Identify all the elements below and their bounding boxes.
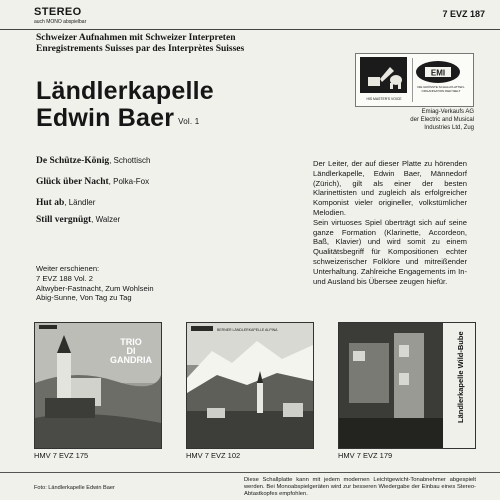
- photo-credit: Foto: Ländlerkapelle Edwin Baer: [34, 485, 115, 491]
- liner-paragraph: Der Leiter, der auf dieser Platte zu hörenden Ländlerkapelle, Edwin Baer, Männedorf (Zürich), gilt als einer der besten Klarinettisten und zugleich als erfolgreicher Komponist vieler origineller, volkstümlicher Melodien.: [313, 159, 467, 217]
- liner-paragraph: Sein virtuoses Spiel überträgt sich auf seine ganze Formation (Klarinette, Accordeon, Baß, Klavier) und wird somit zu einem Qualitätsbegriff für Kompositionen echter schweizerischer Folklore und mitreißender Unterhaltung. Zahlreiche Engagements im In- und Ausland bis Übersee zeugen hiefür.: [313, 217, 467, 286]
- cover-title-trio: TRIO DI GANDRIA: [110, 337, 152, 365]
- cover-title-alpina: BERNER LÄNDLERKAPELLE ALPINA: [217, 328, 278, 332]
- track-item: [36, 197, 95, 209]
- further-line: 7 EVZ 188 Vol. 2: [36, 273, 93, 283]
- track-title: Hut ab: [36, 198, 65, 208]
- further-line: Altwyber-Fastnacht, Zum Wohlsein: [36, 283, 154, 293]
- record-cover-1: [34, 322, 162, 449]
- further-heading: Weiter erschienen:: [36, 264, 100, 273]
- track-title: Still vergnügt: [36, 215, 92, 225]
- track-genre: , Schottisch: [109, 156, 151, 165]
- track-genre: , Ländler: [64, 198, 96, 207]
- liner-notes: [313, 159, 467, 286]
- hmv-caption: HIS MASTER'S VOICE: [366, 97, 402, 101]
- subtitle-french: Enregistrements Suisses par des Interprètes Suisses: [36, 44, 245, 54]
- track-item: [36, 176, 149, 188]
- logo-separator: [412, 58, 413, 102]
- stereo-label: STEREO: [34, 6, 82, 18]
- record-caption-2: HMV 7 EVZ 102: [186, 451, 241, 460]
- mono-note: auch MONO abspielbar: [34, 19, 87, 25]
- playback-notice: Diese Schallplatte kann mit jedem modernen Leichtgewicht-Tonabnehmer abgespielt werden. Bei Monoabspielgeräten wird zur besseren Wiedergabe der Einbau eines Stereo-Abtastkopfes empfohlen.: [244, 477, 476, 497]
- emi-logo-icon: [416, 61, 460, 83]
- distributor-line: der Electric and Musical: [410, 117, 474, 123]
- track-genre: , Polka-Fox: [108, 177, 150, 186]
- record-cover-3: [338, 322, 476, 449]
- distributor-line: Industries Ltd, Zug: [424, 125, 474, 131]
- title-leader-name: Edwin Baer: [36, 104, 175, 132]
- bottom-divider: [0, 472, 500, 473]
- catalog-number: 7 EVZ 187: [442, 9, 485, 19]
- record-caption-1: HMV 7 EVZ 175: [34, 451, 89, 460]
- track-item: [36, 214, 120, 226]
- track-title: Glück über Nacht: [36, 177, 109, 187]
- emi-logo-text: EMI: [430, 68, 446, 78]
- record-caption-3: HMV 7 EVZ 179: [338, 451, 393, 460]
- subtitle-german: Schweizer Aufnahmen mit Schweizer Interpreten: [36, 33, 236, 43]
- emi-caption: DIE GRÖSSTE SCHALLPLATTEN-ORGANISATION DER WELT: [417, 85, 465, 93]
- label-logos: [355, 53, 474, 107]
- record-cover-2: [186, 322, 314, 449]
- distributor-info: [410, 108, 474, 132]
- further-line: Abig-Sunne, Von Tag zu Tag: [36, 293, 132, 303]
- distributor-line: Emiag-Verkaufs AG: [421, 109, 474, 115]
- top-divider: [0, 29, 500, 30]
- title-band: Ländlerkapelle: [36, 77, 214, 105]
- cover-title-wild-bube: Ländlerkapelle Wild-Bube: [456, 331, 465, 423]
- volume-label: Vol. 1: [178, 117, 200, 126]
- title-leader: [36, 106, 199, 134]
- track-title: De Schütze-König: [36, 156, 110, 166]
- further-releases: [36, 264, 154, 303]
- track-item: [36, 155, 150, 167]
- hmv-dog-logo-icon: [360, 57, 407, 93]
- track-genre: , Walzer: [91, 215, 121, 224]
